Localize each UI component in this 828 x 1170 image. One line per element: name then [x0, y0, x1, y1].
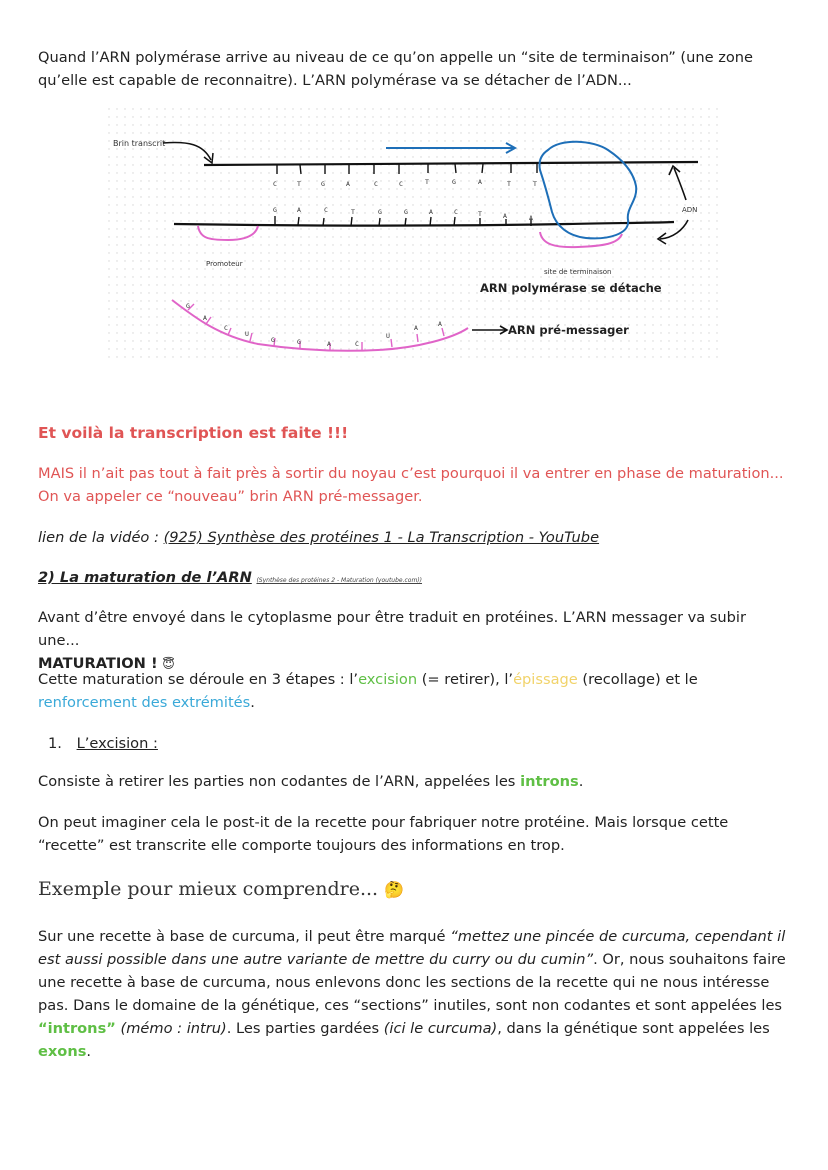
- postit-paragraph: On peut imaginer cela le post-it de la recette pour fabriquer notre protéine. Mais lorsque cette “recette” est transcrite elle comporte toujours des informations en trop.: [38, 814, 729, 854]
- video-link-line: lien de la vidéo : (925) Synthèse des protéines 1 - La Transcription - YouTube: [38, 529, 600, 546]
- label-promoteur: Promoteur: [206, 260, 243, 268]
- svg-text:C: C: [355, 340, 359, 348]
- svg-text:A: A: [429, 208, 433, 216]
- svg-text:U: U: [245, 330, 249, 338]
- list-item-label: L’excision :: [76, 735, 158, 752]
- maturation-intro-paragraph: MAIS il n’ait pas tout à fait près à sortir du noyau c’est pourquoi il va entrer en phase de maturation... On va appeler ce “nouveau” brin ARN pré-messager.: [38, 465, 784, 505]
- svg-text:T: T: [478, 210, 482, 218]
- section2-video-link[interactable]: (Synthèse des protéines 2 - Maturation (youtube.com)): [256, 577, 423, 584]
- svg-text:A: A: [297, 206, 301, 214]
- excision-word: excision: [358, 671, 418, 688]
- label-brin-transcrit: Brin transcrit: [113, 139, 166, 148]
- label-arn-pre-messager: ARN pré-messager: [508, 323, 629, 337]
- label-polymerase-detache: ARN polymérase se détache: [480, 281, 662, 295]
- svg-text:A: A: [503, 212, 507, 220]
- svg-text:C: C: [273, 180, 277, 188]
- svg-text:G: G: [273, 206, 277, 214]
- recipe-paragraph: Sur une recette à base de curcuma, il peut être marqué “mettez une pincée de curcuma, cependant il est aussi possible dans une autre variante de mettre du curry ou du cumin”. Or, nous souhaitons faire une recette à base de curcuma, nous enlevons donc les sections de la recette qui ne nous intéresse pas. Dans le domaine de la génétique, ces “sections” inutiles, sont non codantes et sont appelées les “introns” (mémo : intru). Les parties gardées (ici le curcuma), dans la génétique sont appelées les exons.: [38, 928, 786, 1060]
- svg-text:A: A: [478, 178, 482, 186]
- svg-text:A: A: [529, 214, 533, 222]
- svg-text:A: A: [346, 180, 350, 188]
- svg-text:C: C: [374, 180, 378, 188]
- transcription-done-title: Et voilà la transcription est faite !!!: [38, 424, 349, 442]
- list-number: 1.: [48, 735, 62, 752]
- svg-text:G: G: [452, 178, 456, 186]
- svg-text:C: C: [399, 180, 403, 188]
- introns-word: introns: [520, 773, 579, 790]
- intro-paragraph: Quand l’ARN polymérase arrive au niveau de ce qu’on appelle un “site de terminaison” (une zone qu’elle est capable de reconnaitre). L’ARN polymérase va se détacher de l’ADN...: [38, 49, 754, 89]
- section2-heading: [38, 566, 790, 592]
- list-item-excision: [48, 732, 800, 755]
- svg-text:G: G: [271, 336, 275, 344]
- svg-text:C: C: [324, 206, 328, 214]
- svg-text:C: C: [224, 324, 228, 332]
- svg-text:T: T: [351, 208, 355, 216]
- label-site-terminaison: site de terminaison: [544, 268, 612, 276]
- svg-text:A: A: [203, 314, 207, 322]
- renforcement-word: renforcement des extrémités: [38, 694, 251, 711]
- introns-quoted-word: “introns”: [38, 1020, 116, 1037]
- svg-text:U: U: [386, 332, 390, 340]
- halo-emoji-icon: 😇: [162, 657, 175, 671]
- maturation-bold: MATURATION !: [38, 655, 158, 672]
- svg-text:G: G: [378, 208, 382, 216]
- svg-text:T: T: [533, 180, 537, 188]
- example-heading: Exemple pour mieux comprendre... 🤔: [38, 878, 405, 900]
- video-link[interactable]: (925) Synthèse des protéines 1 - La Transcription - YouTube: [163, 529, 600, 546]
- label-adn: ADN: [682, 206, 698, 214]
- svg-text:G: G: [404, 208, 408, 216]
- svg-text:T: T: [425, 178, 429, 186]
- excision-paragraph: Consiste à retirer les parties non codantes de l’ARN, appelées les introns.: [38, 773, 584, 790]
- svg-text:A: A: [327, 340, 331, 348]
- exons-word: exons: [38, 1043, 87, 1060]
- svg-text:C: C: [454, 208, 458, 216]
- thinking-emoji-icon: 🤔: [384, 880, 405, 899]
- steps-paragraph: Cette maturation se déroule en 3 étapes : l’excision (= retirer), l’épissage (recollage) et le renforcement des extrémités.: [38, 671, 698, 711]
- maturation-paragraph: Avant d’être envoyé dans le cytoplasme pour être traduit en protéines. L’ARN messager va subir une... MATURATION ! 😇: [38, 609, 746, 672]
- svg-text:G: G: [297, 338, 301, 346]
- svg-text:G: G: [186, 302, 190, 310]
- svg-text:T: T: [507, 180, 511, 188]
- svg-text:T: T: [297, 180, 301, 188]
- svg-text:A: A: [414, 324, 418, 332]
- svg-text:A: A: [438, 320, 442, 328]
- section2-title: 2) La maturation de l’ARN: [38, 569, 252, 586]
- epissage-word: épissage: [513, 671, 578, 688]
- transcription-diagram: [108, 108, 720, 360]
- svg-text:G: G: [321, 180, 325, 188]
